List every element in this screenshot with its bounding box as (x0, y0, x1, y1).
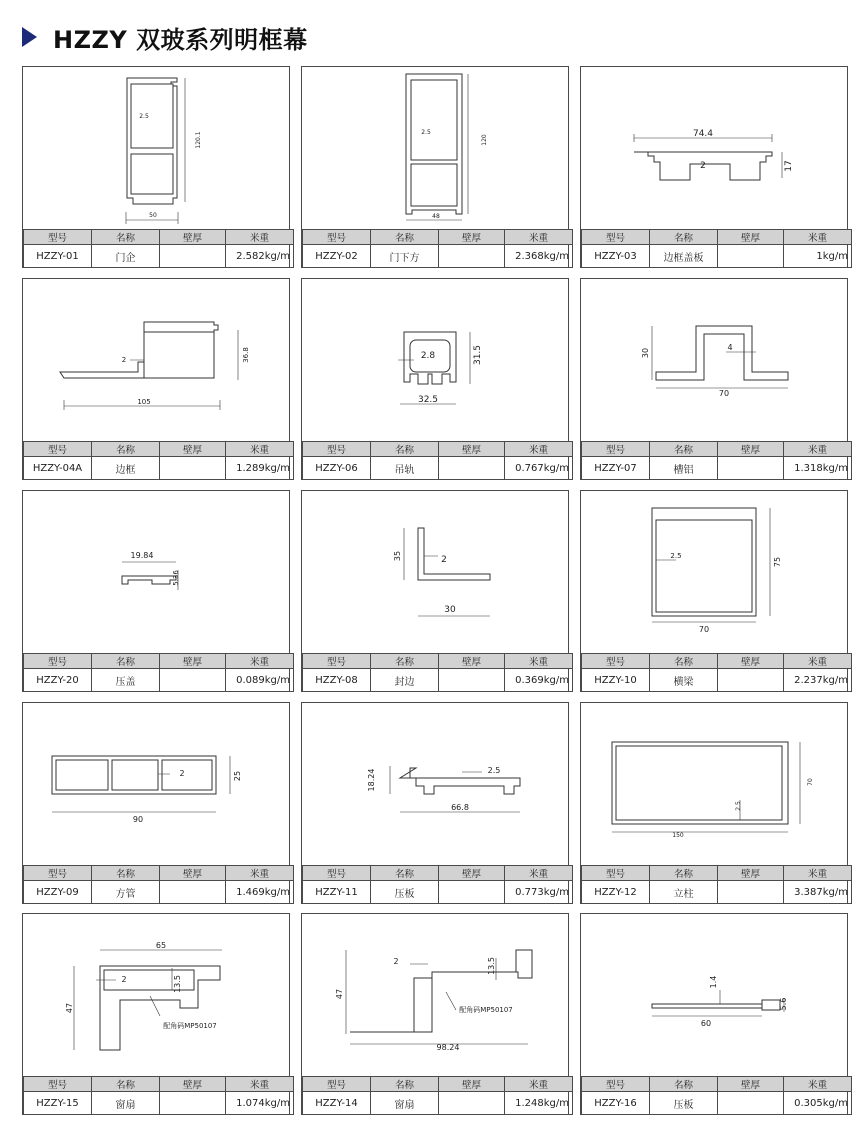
profile-drawing (581, 914, 847, 1077)
dimension-label: 2.5 (139, 113, 149, 120)
spec-row (582, 1092, 852, 1115)
weight-cell: 0.305kg/m (784, 1092, 852, 1115)
spec-table (23, 653, 294, 692)
header-name: 名称 (650, 1077, 718, 1092)
name-cell: 槽铝 (650, 457, 718, 480)
profile-svg (23, 703, 289, 866)
profile-drawing (581, 279, 847, 442)
header-thickness: 壁厚 (160, 654, 226, 669)
weight-cell: 2.582kg/m (226, 245, 294, 268)
header-weight: 米重 (226, 866, 294, 881)
dimension-label: 120 (481, 134, 488, 146)
model-cell: HZZY-08 (303, 669, 371, 692)
profile-svg (23, 914, 289, 1077)
header-thickness: 壁厚 (160, 1077, 226, 1092)
name-cell: 吊轨 (371, 457, 439, 480)
profile-drawing (302, 67, 568, 230)
weight-cell: 0.369kg/m (505, 669, 573, 692)
spec-row (24, 457, 294, 480)
profile-svg (581, 703, 847, 866)
name-cell: 压板 (371, 881, 439, 904)
profile-card (22, 278, 290, 480)
dimension-label: 2 (179, 769, 185, 778)
dimension-label: 35 (393, 550, 402, 562)
thickness-cell (160, 245, 226, 268)
model-cell: HZZY-20 (24, 669, 92, 692)
thickness-cell (718, 457, 784, 480)
header-model: 型号 (582, 230, 650, 245)
profile-drawing (581, 67, 847, 230)
header-model: 型号 (24, 442, 92, 457)
thickness-cell (718, 1092, 784, 1115)
model-cell: HZZY-06 (303, 457, 371, 480)
spec-header-row (24, 442, 294, 457)
header-weight: 米重 (505, 1077, 573, 1092)
dimension-label: 30 (444, 605, 456, 615)
header-model: 型号 (582, 1077, 650, 1092)
spec-header-row (582, 230, 852, 245)
header-thickness: 壁厚 (439, 442, 505, 457)
spec-row (24, 1092, 294, 1115)
header-name: 名称 (371, 866, 439, 881)
spec-table (581, 653, 852, 692)
profile-drawing (23, 491, 289, 654)
model-cell: HZZY-14 (303, 1092, 371, 1115)
profile-svg (581, 491, 847, 654)
weight-cell: 3.387kg/m (784, 881, 852, 904)
header-thickness: 壁厚 (718, 1077, 784, 1092)
header-name: 名称 (92, 1077, 160, 1092)
name-cell: 压盖 (92, 669, 160, 692)
dimension-label: 2.5 (670, 552, 682, 560)
header-name: 名称 (650, 866, 718, 881)
name-cell: 封边 (371, 669, 439, 692)
dimension-label: 150 (672, 832, 684, 839)
header-thickness: 壁厚 (439, 866, 505, 881)
model-cell: HZZY-15 (24, 1092, 92, 1115)
dimension-label: 50 (149, 212, 157, 219)
dimension-label: 65 (155, 941, 167, 950)
profile-drawing (581, 491, 847, 654)
spec-row (582, 881, 852, 904)
profile-drawing (23, 703, 289, 866)
spec-header-row (24, 654, 294, 669)
weight-cell: 0.773kg/m (505, 881, 573, 904)
profile-drawing (302, 703, 568, 866)
spec-table (302, 653, 573, 692)
name-cell: 边框盖板 (650, 245, 718, 268)
spec-table (302, 865, 573, 904)
name-cell: 窗扇 (371, 1092, 439, 1115)
spec-header-row (303, 230, 573, 245)
spec-header-row (24, 1077, 294, 1092)
spec-row (582, 669, 852, 692)
dimension-label: 2 (700, 161, 706, 171)
header-name: 名称 (92, 442, 160, 457)
header-thickness: 壁厚 (160, 866, 226, 881)
profile-svg (302, 279, 568, 442)
dimension-label: 13.5 (487, 957, 496, 975)
dimension-label: 30 (641, 347, 650, 359)
spec-header-row (303, 1077, 573, 1092)
model-cell: HZZY-03 (582, 245, 650, 268)
dimension-label: 25 (233, 770, 242, 782)
thickness-cell (718, 245, 784, 268)
thickness-cell (439, 881, 505, 904)
header-model: 型号 (303, 230, 371, 245)
spec-row (24, 881, 294, 904)
spec-row (582, 457, 852, 480)
header-thickness: 壁厚 (439, 230, 505, 245)
header-name: 名称 (371, 442, 439, 457)
dimension-label: 2.8 (420, 351, 436, 361)
header-thickness: 壁厚 (718, 230, 784, 245)
model-cell: HZZY-01 (24, 245, 92, 268)
profile-card (301, 913, 569, 1115)
spec-table (23, 865, 294, 904)
profile-card (301, 702, 569, 904)
thickness-cell (160, 1092, 226, 1115)
dimension-label: 2 (393, 957, 399, 966)
dimension-label: 13.5 (173, 975, 182, 993)
dimension-label: 2.5 (487, 766, 501, 775)
profile-drawing (302, 279, 568, 442)
name-cell: 方管 (92, 881, 160, 904)
header-model: 型号 (24, 230, 92, 245)
name-cell: 立柱 (650, 881, 718, 904)
model-cell: HZZY-09 (24, 881, 92, 904)
profile-card (580, 490, 848, 692)
profile-card (301, 278, 569, 480)
thickness-cell (439, 669, 505, 692)
dimension-label: 4 (727, 343, 733, 352)
profile-svg (302, 491, 568, 654)
header-model: 型号 (303, 1077, 371, 1092)
name-cell: 边框 (92, 457, 160, 480)
profile-svg (23, 67, 289, 230)
dimension-label: 70 (698, 625, 710, 634)
header-model: 型号 (24, 654, 92, 669)
spec-row (303, 1092, 573, 1115)
weight-cell: 1.318kg/m (784, 457, 852, 480)
header-model: 型号 (303, 654, 371, 669)
header-model: 型号 (582, 442, 650, 457)
profile-drawing (23, 914, 289, 1077)
weight-cell: 1.248kg/m (505, 1092, 573, 1115)
spec-table (581, 1076, 852, 1115)
dimension-label: 47 (65, 1002, 74, 1014)
profile-card (301, 490, 569, 692)
dimension-label: 74.4 (692, 129, 714, 139)
header-weight: 米重 (784, 230, 852, 245)
header-name: 名称 (650, 230, 718, 245)
spec-row (303, 881, 573, 904)
header-weight: 米重 (505, 230, 573, 245)
header-weight: 米重 (784, 1077, 852, 1092)
header-thickness: 壁厚 (718, 654, 784, 669)
model-cell: HZZY-02 (303, 245, 371, 268)
header-model: 型号 (303, 866, 371, 881)
header-thickness: 壁厚 (439, 1077, 505, 1092)
spec-table (302, 1076, 573, 1115)
profile-svg (302, 703, 568, 866)
weight-cell: 1.289kg/m (226, 457, 294, 480)
dimension-label: 36.8 (242, 347, 250, 363)
dimension-label: 配角码MP50107 (163, 1022, 217, 1030)
dimension-label: 配角码MP50107 (459, 1006, 513, 1014)
profile-card (22, 702, 290, 904)
header-model: 型号 (24, 866, 92, 881)
profile-card (22, 66, 290, 268)
profile-svg (581, 279, 847, 442)
page-title: HZZY 双玻系列明框幕 (53, 25, 308, 54)
weight-cell: 1.469kg/m (226, 881, 294, 904)
header-weight: 米重 (505, 654, 573, 669)
dimension-label: 17 (784, 160, 794, 172)
dimension-label: 2 (441, 555, 447, 565)
dimension-label: 2.5 (421, 129, 431, 136)
profile-card (580, 278, 848, 480)
header-weight: 米重 (226, 1077, 294, 1092)
dimension-label: 5.36 (172, 570, 180, 586)
header-thickness: 壁厚 (439, 654, 505, 669)
spec-header-row (582, 442, 852, 457)
profile-svg (581, 67, 847, 230)
dimension-label: 31.5 (473, 344, 483, 366)
header-thickness: 壁厚 (160, 442, 226, 457)
model-cell: HZZY-04A (24, 457, 92, 480)
dimension-label: 5.6 (779, 997, 788, 1011)
model-cell: HZZY-07 (582, 457, 650, 480)
spec-header-row (303, 654, 573, 669)
thickness-cell (160, 881, 226, 904)
weight-cell: 1.074kg/m (226, 1092, 294, 1115)
thickness-cell (439, 245, 505, 268)
header-name: 名称 (650, 654, 718, 669)
model-cell: HZZY-12 (582, 881, 650, 904)
header-weight: 米重 (505, 866, 573, 881)
dimension-label: 32.5 (417, 395, 439, 405)
thickness-cell (439, 457, 505, 480)
weight-cell: 2.368kg/m (505, 245, 573, 268)
thickness-cell (160, 669, 226, 692)
name-cell: 门企 (92, 245, 160, 268)
model-cell: HZZY-16 (582, 1092, 650, 1115)
spec-header-row (303, 866, 573, 881)
header-name: 名称 (371, 230, 439, 245)
profile-svg (23, 491, 289, 654)
header-weight: 米重 (226, 442, 294, 457)
page-title-bar (22, 20, 308, 54)
spec-row (303, 457, 573, 480)
triangle-bullet-icon (22, 27, 37, 47)
profile-card (301, 66, 569, 268)
header-weight: 米重 (784, 866, 852, 881)
dimension-label: 18.24 (367, 768, 376, 792)
profile-drawing (23, 279, 289, 442)
header-weight: 米重 (784, 654, 852, 669)
profile-svg (581, 914, 847, 1077)
header-weight: 米重 (505, 442, 573, 457)
header-model: 型号 (303, 442, 371, 457)
spec-row (24, 245, 294, 268)
profile-drawing (581, 703, 847, 866)
header-name: 名称 (92, 230, 160, 245)
dimension-label: 2.5 (735, 801, 742, 811)
header-name: 名称 (92, 654, 160, 669)
dimension-label: 48 (432, 213, 440, 220)
dimension-label: 90 (132, 815, 144, 824)
header-thickness: 壁厚 (718, 442, 784, 457)
spec-header-row (24, 230, 294, 245)
dimension-label: 47 (335, 988, 344, 1000)
spec-header-row (24, 866, 294, 881)
weight-cell: 0.089kg/m (226, 669, 294, 692)
thickness-cell (160, 457, 226, 480)
name-cell: 横梁 (650, 669, 718, 692)
dimension-label: 98.24 (436, 1043, 460, 1052)
dimension-label: 66.8 (451, 803, 469, 812)
dimension-label: 70 (807, 778, 814, 786)
spec-table (581, 441, 852, 480)
name-cell: 门下方 (371, 245, 439, 268)
spec-header-row (582, 866, 852, 881)
header-thickness: 壁厚 (718, 866, 784, 881)
profile-drawing (302, 914, 568, 1077)
header-name: 名称 (371, 1077, 439, 1092)
header-weight: 米重 (226, 230, 294, 245)
weight-cell: 2.237kg/m (784, 669, 852, 692)
header-weight: 米重 (784, 442, 852, 457)
dimension-label: 120.1 (195, 131, 202, 149)
profile-card (22, 913, 290, 1115)
name-cell: 压板 (650, 1092, 718, 1115)
model-cell: HZZY-10 (582, 669, 650, 692)
header-name: 名称 (650, 442, 718, 457)
profile-card (580, 66, 848, 268)
profile-svg (23, 279, 289, 442)
header-model: 型号 (24, 1077, 92, 1092)
spec-table (23, 441, 294, 480)
spec-table (302, 441, 573, 480)
spec-row (24, 669, 294, 692)
model-cell: HZZY-11 (303, 881, 371, 904)
spec-table (581, 865, 852, 904)
header-model: 型号 (582, 866, 650, 881)
profile-card (22, 490, 290, 692)
profile-svg (302, 914, 568, 1077)
dimension-label: 1.4 (709, 975, 718, 989)
dimension-label: 75 (773, 556, 782, 568)
dimension-label: 60 (700, 1019, 712, 1028)
profile-card (580, 913, 848, 1115)
profile-drawing (302, 491, 568, 654)
weight-cell: 0.767kg/m (505, 457, 573, 480)
spec-table (581, 229, 852, 268)
spec-table (302, 229, 573, 268)
spec-header-row (582, 654, 852, 669)
dimension-label: 2 (121, 356, 127, 364)
spec-header-row (582, 1077, 852, 1092)
header-model: 型号 (582, 654, 650, 669)
dimension-label: 2 (121, 975, 127, 984)
dimension-label: 105 (137, 398, 151, 406)
spec-row (582, 245, 852, 268)
header-thickness: 壁厚 (160, 230, 226, 245)
profile-drawing (23, 67, 289, 230)
profile-svg (302, 67, 568, 230)
spec-table (23, 229, 294, 268)
name-cell: 窗扇 (92, 1092, 160, 1115)
header-name: 名称 (92, 866, 160, 881)
header-weight: 米重 (226, 654, 294, 669)
weight-cell: 1kg/m (784, 245, 852, 268)
thickness-cell (718, 881, 784, 904)
header-name: 名称 (371, 654, 439, 669)
dimension-label: 19.84 (130, 551, 154, 560)
spec-header-row (303, 442, 573, 457)
spec-row (303, 669, 573, 692)
profile-card (580, 702, 848, 904)
thickness-cell (439, 1092, 505, 1115)
dimension-label: 70 (718, 389, 730, 398)
spec-row (303, 245, 573, 268)
spec-table (23, 1076, 294, 1115)
thickness-cell (718, 669, 784, 692)
